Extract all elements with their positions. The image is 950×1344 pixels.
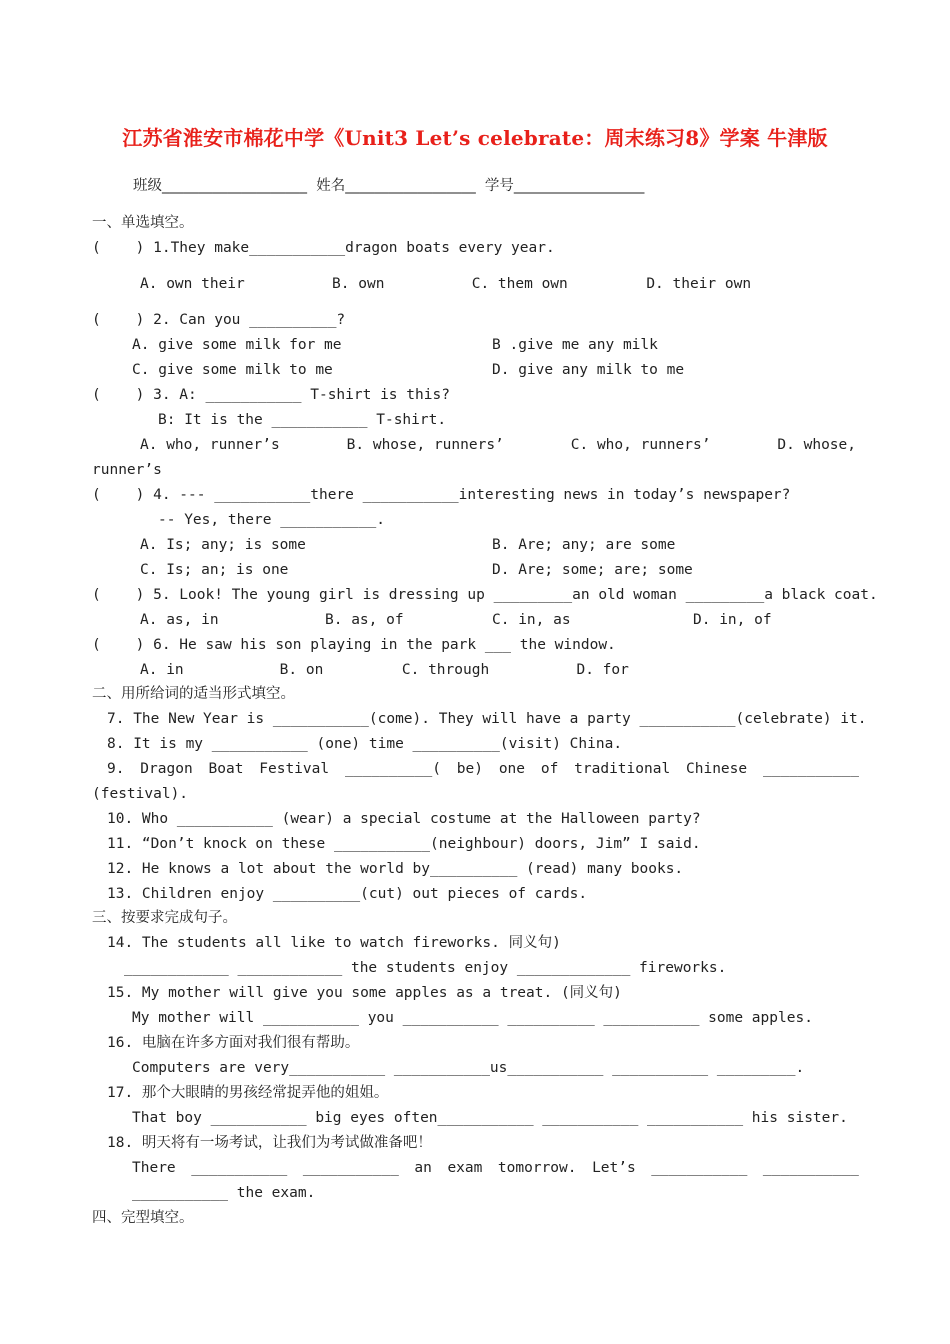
question-9-part: Dragon: [140, 761, 193, 777]
question-5-option-c: C. in, as: [492, 612, 571, 628]
question-4-option-d: D. Are; some; are; some: [492, 562, 693, 578]
question-4-option-c: C. Is; an; is one: [140, 562, 289, 578]
question-14-answer: ____________ ____________ the students enjoy _____________ fireworks.: [124, 960, 727, 976]
question-4-sub: -- Yes, there ___________.: [158, 512, 385, 528]
question-9-part: Boat: [208, 761, 244, 777]
question-8: 8. It is my ___________ (one) time __________(visit) China.: [107, 736, 623, 752]
question-18-part: ___________: [302, 1160, 399, 1176]
question-15-answer: My mother will ___________ you ___________ __________ ___________ some apples.: [132, 1010, 813, 1026]
question-1-stem: ( ) 1.They make___________dragon boats every year.: [92, 240, 555, 256]
section-1-heading: 一、单选填空。: [92, 215, 194, 231]
question-5-option-d: D. in, of: [693, 612, 772, 628]
question-4-stem: ( ) 4. --- ___________there ___________interesting news in today’s newspaper?: [92, 487, 791, 503]
question-17-answer: That boy ___________ big eyes often___________ ___________ ___________ his sister.: [132, 1110, 848, 1126]
section-2-heading: 二、用所给词的适当形式填空。: [92, 686, 295, 702]
question-2-option-a: A. give some milk for me: [132, 337, 342, 353]
question-5-stem: ( ) 5. Look! The young girl is dressing up _________an old woman _________a black coat.: [92, 587, 878, 603]
document-title: 江苏省淮安市棉花中学《Unit3 Let’s celebrate：周末练习8》学案 牛津版: [122, 126, 828, 150]
question-9-part: 9.: [107, 761, 125, 777]
section-3-heading: 三、按要求完成句子。: [92, 910, 237, 926]
question-9-wrap: (festival).: [92, 786, 189, 802]
section-4-heading: 四、完型填空。: [92, 1210, 194, 1226]
question-18-part: ___________: [762, 1160, 859, 1176]
question-3-sub: B: It is the ___________ T-shirt.: [158, 412, 447, 428]
question-18-part: ___________: [651, 1160, 748, 1176]
question-5-option-b: B. as, of: [325, 612, 404, 628]
question-16-answer: Computers are very___________ ___________us___________ ___________ _________.: [132, 1060, 805, 1076]
question-9-part: ___________: [762, 761, 859, 777]
question-11: 11. “Don’t knock on these ___________(neighbour) doors, Jim” I said.: [107, 836, 701, 852]
question-3-option-d: D. whose,: [777, 437, 856, 453]
question-4-option-b: B. Are; any; are some: [492, 537, 676, 553]
question-5-option-a: A. as, in: [140, 612, 219, 628]
question-18-part: There: [132, 1160, 176, 1176]
question-9-part: Festival: [259, 761, 330, 777]
question-1-options: A. own their B. own C. them own D. their own: [140, 276, 752, 292]
question-17-stem: 17. 那个大眼睛的男孩经常捉弄他的姐姐。: [107, 1085, 389, 1101]
question-15-stem: 15. My mother will give you some apples as a treat. (同义句): [107, 985, 622, 1001]
question-18-part: Let’s: [592, 1160, 636, 1176]
question-10: 10. Who ___________ (wear) a special costume at the Halloween party?: [107, 811, 701, 827]
question-3-option-a: A. who, runner’s: [140, 437, 280, 453]
question-3-stem: ( ) 3. A: ___________ T-shirt is this?: [92, 387, 450, 403]
question-4-option-a: A. Is; any; is some: [140, 537, 306, 553]
question-18-part: an: [414, 1160, 432, 1176]
student-info-line: 班级____________________ 姓名__________________ 学号__________________: [133, 178, 645, 194]
question-9-part: of: [540, 761, 559, 777]
question-9-part: __________(: [344, 761, 441, 777]
question-7: 7. The New Year is ___________(come). They will have a party ___________(celebrate) it.: [107, 711, 867, 727]
question-18-answer: [132, 1158, 859, 1178]
question-9: [107, 759, 859, 779]
question-9-part: Chinese: [686, 761, 748, 777]
question-6-options: A. in B. on C. through D. for: [140, 662, 629, 678]
question-2-option-d: D. give any milk to me: [492, 362, 685, 378]
question-3-option-wrap: runner’s: [92, 462, 162, 478]
question-12: 12. He knows a lot about the world by__________ (read) many books.: [107, 861, 684, 877]
question-3-options: [140, 435, 856, 455]
question-2-stem: ( ) 2. Can you __________?: [92, 312, 346, 328]
question-14-stem: 14. The students all like to watch fireworks. 同义句): [107, 935, 561, 951]
question-18-part: exam: [447, 1160, 483, 1176]
question-18-stem: 18. 明天将有一场考试，让我们为考试做准备吧！: [107, 1135, 432, 1151]
question-18-part: ___________: [191, 1160, 288, 1176]
question-6-stem: ( ) 6. He saw his son playing in the park ___ the window.: [92, 637, 616, 653]
question-2-option-b: B .give me any milk: [492, 337, 658, 353]
question-18-part: tomorrow.: [497, 1160, 577, 1176]
question-9-part: traditional: [574, 761, 671, 777]
question-9-part: one: [498, 761, 526, 777]
question-9-part: be): [456, 761, 483, 777]
question-3-option-b: B. whose, runners’: [346, 437, 504, 453]
question-3-option-c: C. who, runners’: [570, 437, 711, 453]
question-13: 13. Children enjoy __________(cut) out pieces of cards.: [107, 886, 588, 902]
question-2-option-c: C. give some milk to me: [132, 362, 333, 378]
question-16-stem: 16. 电脑在许多方面对我们很有帮助。: [107, 1035, 360, 1051]
question-18-wrap: ___________ the exam.: [132, 1185, 316, 1201]
